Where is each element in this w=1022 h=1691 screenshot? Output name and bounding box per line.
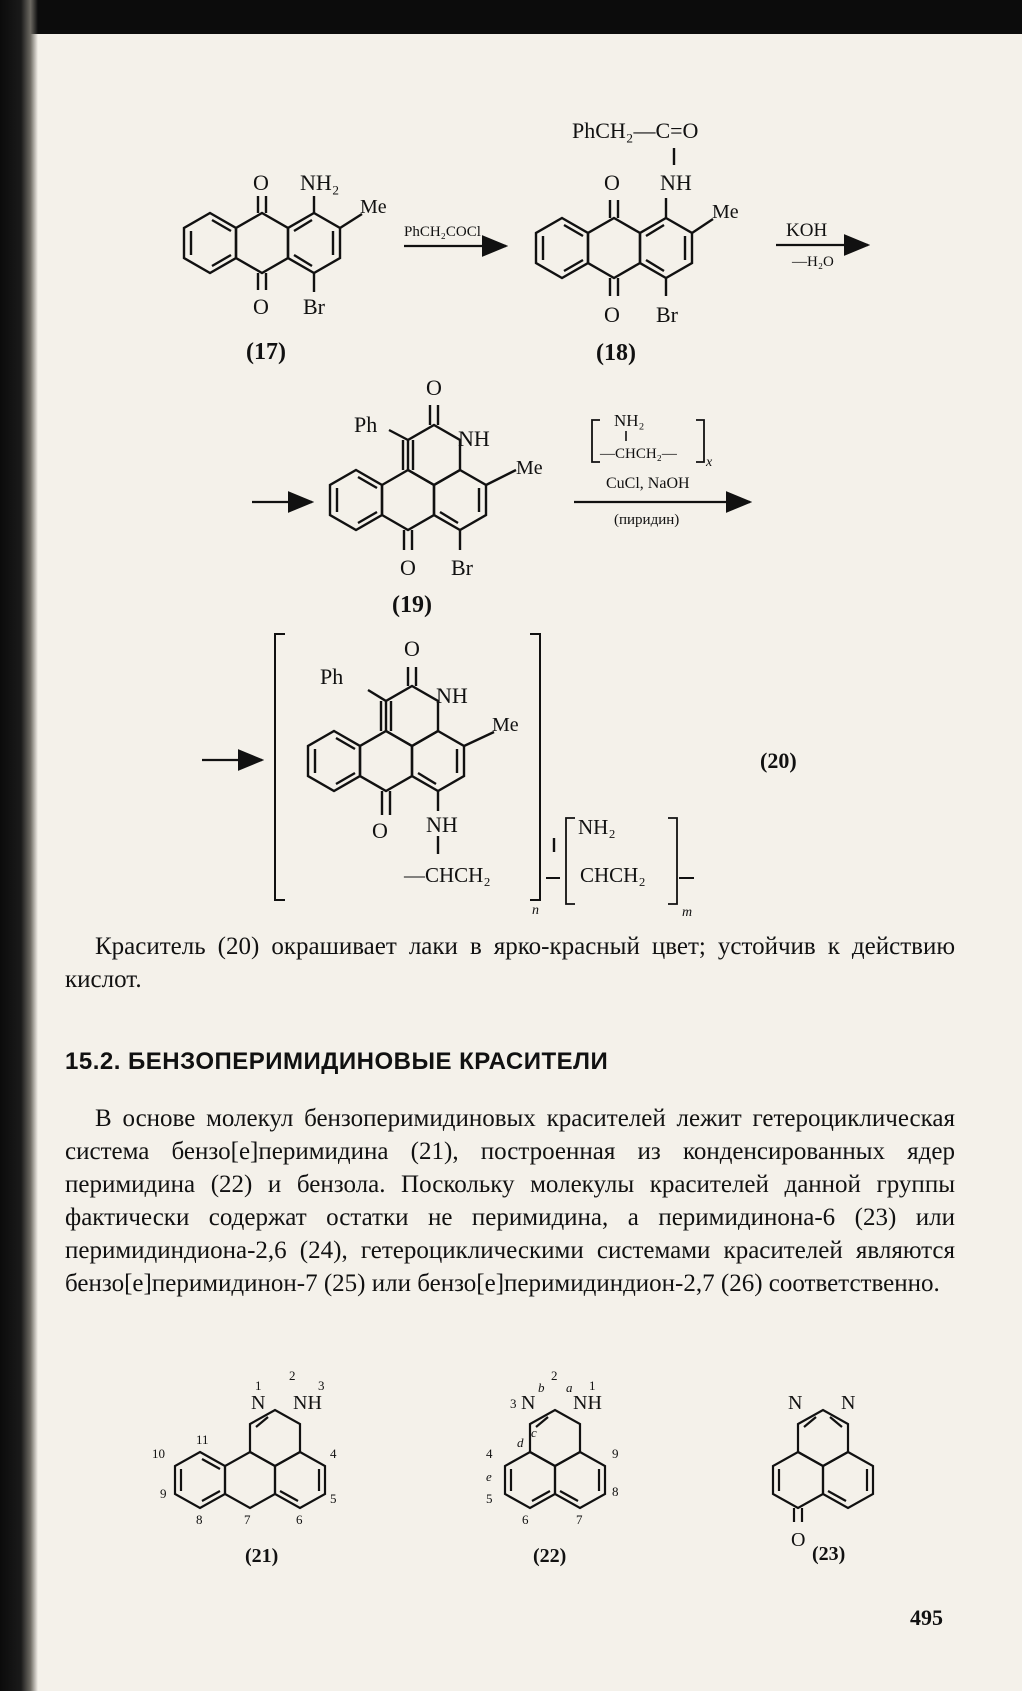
polymer-bracket-left — [592, 420, 600, 462]
c20-m: m — [682, 905, 693, 920]
s21-locant-10: 10 — [152, 1446, 165, 1461]
c17-br: Br — [303, 294, 325, 319]
s22-locant-a: a — [566, 1380, 573, 1395]
s23-o: O — [791, 1529, 806, 1551]
structure-21 — [175, 1410, 325, 1508]
c18-br: Br — [656, 302, 678, 327]
s22-locant-8: 8 — [612, 1484, 619, 1499]
c17-me: Me — [360, 196, 387, 218]
c20-bracket-right — [530, 634, 540, 900]
c20-m-bracket-right — [668, 818, 677, 904]
s23-label: (23) — [812, 1543, 846, 1565]
s21-locant-1: 1 — [255, 1378, 262, 1393]
c18-acyl: PhCH₂—C=O — [572, 118, 699, 143]
structure-23 — [773, 1410, 873, 1522]
s23-n-right: N — [841, 1392, 856, 1414]
c18-nh: NH — [660, 170, 692, 195]
structure-22 — [505, 1410, 605, 1508]
arrow3-x: x — [706, 455, 713, 470]
c20-n: n — [532, 903, 539, 918]
polymer-bracket-right — [696, 420, 704, 462]
c20-chain-m: CHCH₂ — [580, 863, 646, 887]
s22-nh1: NH — [573, 1392, 602, 1414]
s21-n1: N — [251, 1392, 266, 1414]
c19-o-top: O — [426, 375, 442, 400]
c20-nh-sub: NH — [426, 812, 458, 837]
arrow2-bottom: —H₂O — [792, 254, 834, 270]
page-number: 495 — [910, 1605, 943, 1630]
paragraph-benzoperimidine-dyes: В основе молекул бензоперимидиновых красителей лежит гетероциклическая система бензо[e]перимидина (21), построенная из конденсированных ядер перимидина (22) и бензола. Поскольку молекулы красителей данной группы фактически содержат остатки не перимидина, а перимидинона-6 (23) или перимидиндиона-2,6 (24), гетероциклическими системами красителей являются бензо[e]перимидинон-7 (25) или бензо[e]перимидиндион-2,7 (26) соответственно. — [65, 1105, 955, 1297]
c19-me: Me — [516, 457, 543, 479]
s22-locant-9: 9 — [612, 1446, 619, 1461]
s22-locant-4: 4 — [486, 1446, 493, 1461]
s22-locant-7: 7 — [576, 1512, 583, 1527]
c18-me: Me — [712, 201, 739, 223]
c20-nh: NH — [436, 683, 468, 708]
s21-nh3: NH — [293, 1392, 322, 1414]
c17-label: (17) — [246, 339, 286, 365]
c17-o-top: O — [253, 170, 269, 195]
arrow2-top: KOH — [786, 220, 828, 241]
compound-17 — [184, 196, 362, 292]
s21-locant-4: 4 — [330, 1446, 337, 1461]
s21-locant-8: 8 — [196, 1512, 203, 1527]
c20-o-top: O — [404, 636, 420, 661]
c18-label: (18) — [596, 340, 636, 366]
c20-m-bracket-left — [566, 818, 575, 904]
s21-locant-11: 11 — [196, 1432, 209, 1447]
c19-o-bottom: O — [400, 555, 416, 580]
c19-label: (19) — [392, 592, 432, 618]
c20-ph: Ph — [320, 664, 344, 689]
c17-o-bottom: O — [253, 294, 269, 319]
s21-locant-3: 3 — [318, 1378, 325, 1393]
c20-nh2-m: NH₂ — [578, 815, 616, 839]
c20-label: (20) — [760, 748, 797, 773]
arrow3-conditions: CuCl, NaOH — [606, 475, 690, 492]
arrow3-polymer-nh2: NH₂ — [614, 411, 645, 430]
c18-o-top: O — [604, 170, 620, 195]
s22-locant-b: b — [538, 1380, 545, 1395]
s22-locant-c: c — [531, 1425, 537, 1440]
s22-locant-6: 6 — [522, 1512, 529, 1527]
arrow3-solvent: (пиридин) — [614, 512, 680, 528]
s22-locant-5: 5 — [486, 1491, 493, 1506]
c19-nh: NH — [458, 426, 490, 451]
s22-locant-3: 3 — [510, 1396, 517, 1411]
c20-me: Me — [492, 714, 519, 736]
arrow1-reagent: PhCH₂COCl — [404, 224, 481, 240]
s22-label: (22) — [533, 1545, 567, 1567]
c20-o-bottom: O — [372, 818, 388, 843]
c17-nh2: NH₂ — [300, 170, 340, 195]
paragraph-dye-20-description: Краситель (20) окрашивает лаки в ярко-красный цвет; устойчив к действию кислот. — [65, 933, 955, 993]
s22-locant-e: e — [486, 1469, 492, 1484]
c18-o-bottom: O — [604, 302, 620, 327]
s21-label: (21) — [245, 1545, 279, 1567]
s23-n-left: N — [788, 1392, 803, 1414]
s21-locant-2: 2 — [289, 1368, 296, 1383]
c19-br: Br — [451, 555, 473, 580]
s22-locant-d: d — [517, 1435, 524, 1450]
s21-locant-6: 6 — [296, 1512, 303, 1527]
s21-locant-9: 9 — [160, 1486, 167, 1501]
s21-locant-7: 7 — [244, 1512, 251, 1527]
s22-locant-2: 2 — [551, 1368, 558, 1383]
c20-bracket-left — [275, 634, 285, 900]
s22-locant-1: 1 — [589, 1378, 596, 1393]
c19-ph: Ph — [354, 412, 378, 437]
c20-chain: —CHCH₂ — [404, 863, 491, 887]
s22-n3: N — [521, 1392, 536, 1414]
arrow3-polymer-chain: —CHCH₂— — [600, 446, 677, 462]
section-heading-15-2: 15.2. БЕНЗОПЕРИМИДИНОВЫЕ КРАСИТЕЛИ — [65, 1048, 609, 1075]
s21-locant-5: 5 — [330, 1491, 337, 1506]
